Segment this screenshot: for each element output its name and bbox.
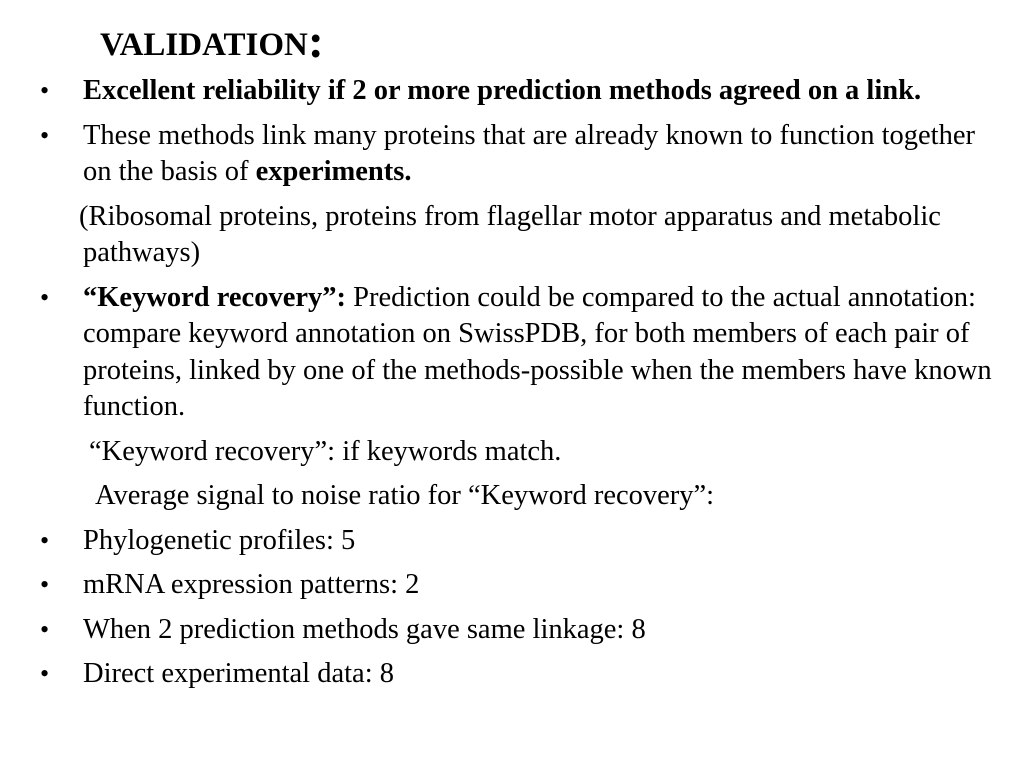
bullet-two-methods-text: When 2 prediction methods gave same linkage: 8 bbox=[83, 613, 646, 645]
bullet-dot-icon: • bbox=[40, 614, 50, 644]
slide-body bbox=[0, 73, 1024, 701]
bullet-experimental-text: Direct experimental data: 8 bbox=[83, 658, 394, 689]
bullet-methods bbox=[0, 118, 1024, 191]
signal-noise-paragraph: Average signal to noise ratio for “Keyword recovery”: bbox=[95, 480, 715, 511]
keyword-match-paragraph: “Keyword recovery”: if keywords match. bbox=[89, 435, 562, 467]
bullet-keyword-recovery-text: Prediction could be compared to the actual annotation: compare keyword annotation on SwissPDB, for both members of each pair of proteins, linked by one of the methods-possible when the members have known function. bbox=[83, 281, 992, 422]
bullet-two-methods bbox=[0, 612, 1024, 649]
bullet-phylogenetic bbox=[0, 523, 1024, 560]
bullet-reliability bbox=[0, 73, 1024, 110]
bullet-dot-icon: • bbox=[40, 120, 50, 150]
bullet-mrna bbox=[0, 567, 1024, 604]
bullet-keyword-recovery bbox=[0, 280, 1024, 426]
bullet-methods-text: These methods link many proteins that are already known to function together on the basis of bbox=[83, 119, 975, 187]
bullet-phylogenetic-text: Phylogenetic profiles: 5 bbox=[83, 524, 356, 556]
bullet-dot-icon: • bbox=[40, 76, 50, 105]
title-colon: : bbox=[307, 15, 324, 68]
title-text: VALIDATION bbox=[100, 27, 308, 63]
bullet-methods-bold: experiments. bbox=[255, 156, 412, 187]
bullet-experimental bbox=[0, 656, 1024, 693]
bullet-mrna-text: mRNA expression patterns: 2 bbox=[83, 569, 420, 600]
examples-paragraph: (Ribosomal proteins, proteins from flagellar motor apparatus and metabolic pathways) bbox=[79, 200, 941, 268]
bullet-dot-icon: • bbox=[40, 282, 50, 312]
bullet-keyword-recovery-label: “Keyword recovery”: bbox=[83, 281, 346, 313]
bullet-dot-icon: • bbox=[40, 570, 50, 599]
bullet-dot-icon: • bbox=[40, 525, 50, 555]
bullet-reliability-text: Excellent reliability if 2 or more prediction methods agreed on a link. bbox=[83, 75, 922, 106]
bullet-dot-icon: • bbox=[40, 659, 50, 688]
slide-title bbox=[100, 15, 324, 69]
